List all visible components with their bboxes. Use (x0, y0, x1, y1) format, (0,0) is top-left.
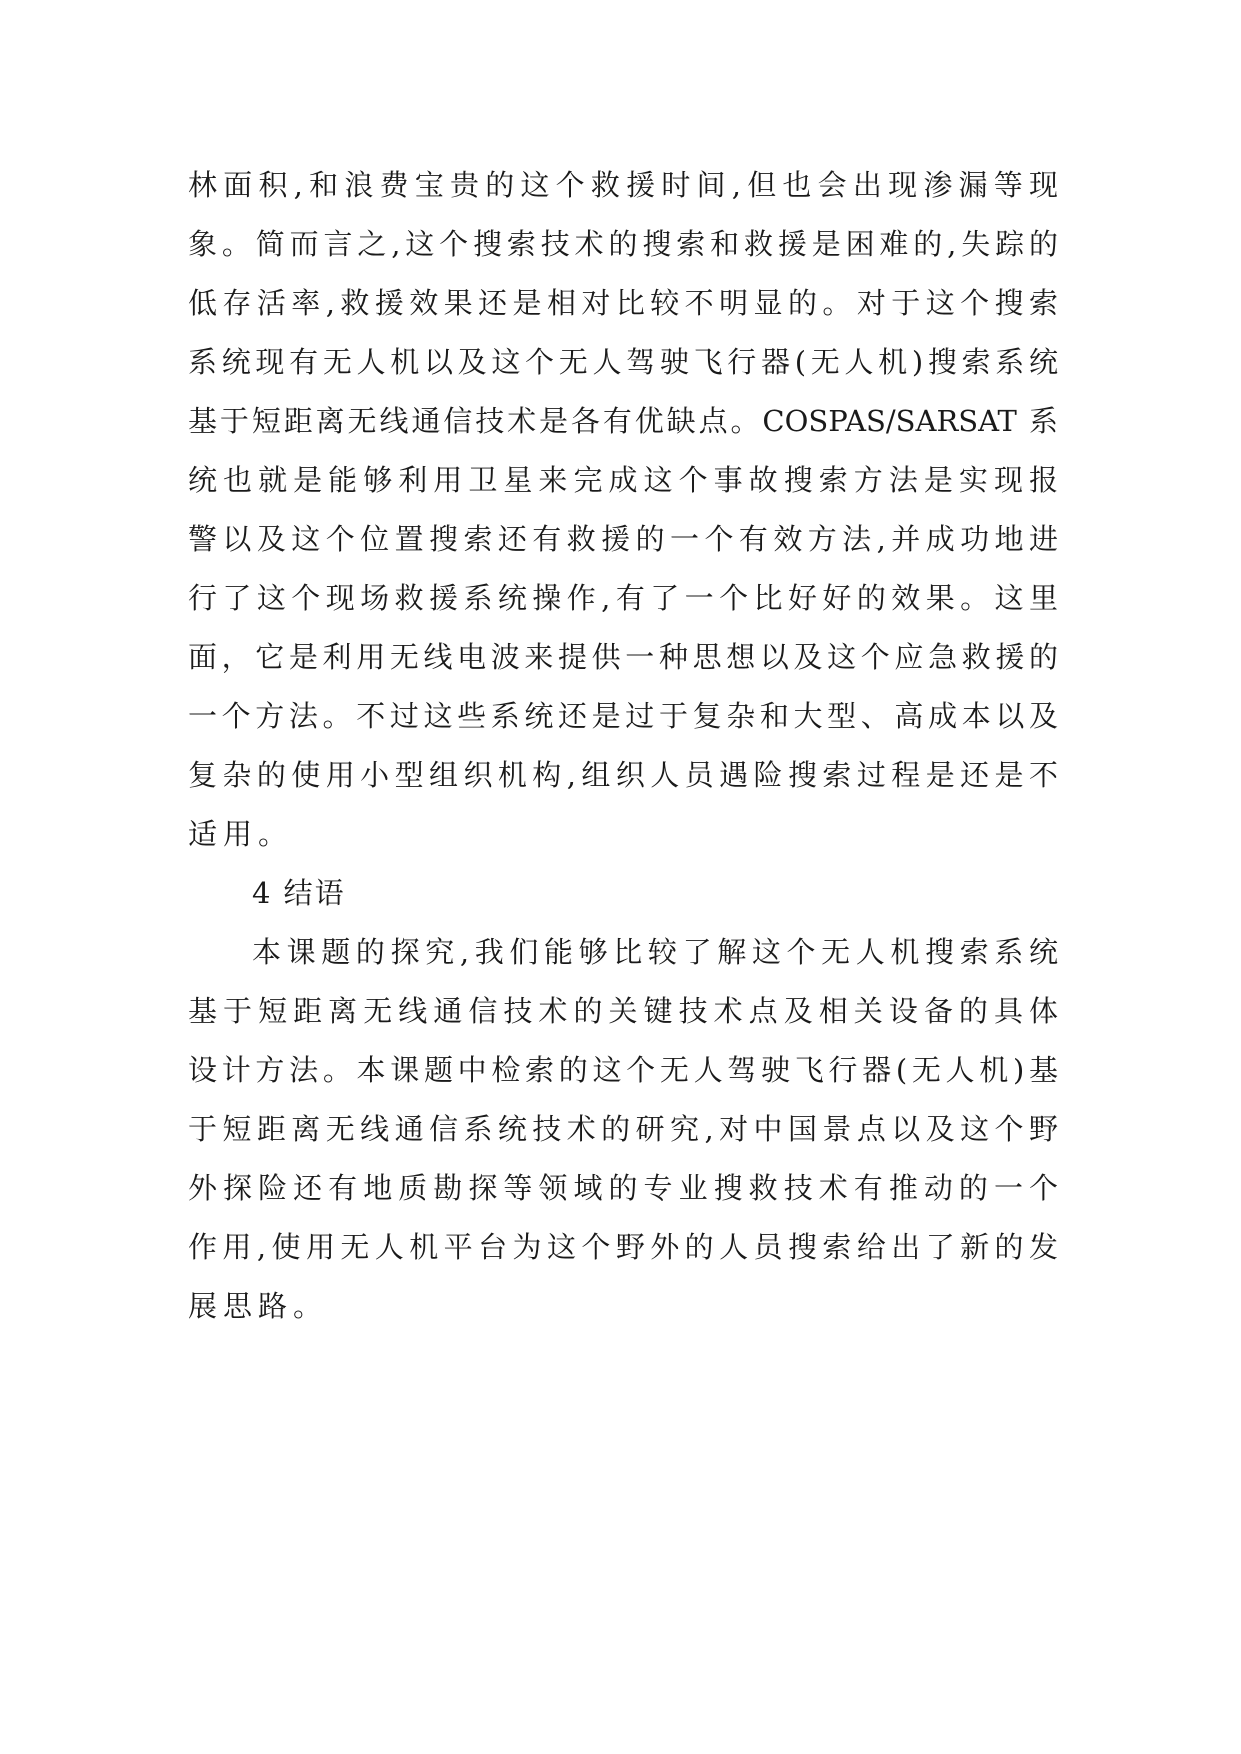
text-line: 外探险还有地质勘探等领域的专业搜救技术有推动的一个 (188, 1171, 1058, 1205)
body-text (188, 156, 1058, 1336)
text-line: 系统现有无人机以及这个无人驾驶飞行器(无人机)搜索系统 (188, 345, 1058, 379)
text-line: 作用,使用无人机平台为这个野外的人员搜索给出了新的发 (188, 1230, 1058, 1264)
text-line: 一个方法。不过这些系统还是过于复杂和大型、高成本以及 (188, 699, 1058, 733)
paragraph-1 (188, 156, 1058, 864)
text-line: 林面积,和浪费宝贵的这个救援时间,但也会出现渗漏等现 (188, 168, 1058, 202)
text-line: 行了这个现场救援系统操作,有了一个比好好的效果。这里 (188, 581, 1058, 615)
text-line: 适用。 (188, 817, 294, 851)
text-line: 设计方法。本课题中检索的这个无人驾驶飞行器(无人机)基 (188, 1053, 1058, 1087)
text-line: 复杂的使用小型组织机构,组织人员遇险搜索过程是还是不 (188, 758, 1058, 792)
text-line: 展思路。 (188, 1289, 329, 1323)
text-line: 基于短距离无线通信技术的关键技术点及相关设备的具体 (188, 994, 1058, 1028)
text-line: 于短距离无线通信系统技术的研究,对中国景点以及这个野 (188, 1112, 1058, 1146)
text-line: 面，它是利用无线电波来提供一种思想以及这个应急救援的 (188, 640, 1058, 674)
text-line: 象。简而言之,这个搜索技术的搜索和救援是困难的,失踪的 (188, 227, 1058, 261)
text-line: 警以及这个位置搜索还有救援的一个有效方法,并成功地进 (188, 522, 1058, 556)
text-line: 本课题的探究,我们能够比较了解这个无人机搜索系统 (252, 935, 1058, 969)
text-line: 低存活率,救援效果还是相对比较不明显的。对于这个搜索 (188, 286, 1058, 320)
section-heading: 4 结语 (252, 876, 346, 910)
paragraph-2 (188, 923, 1058, 1336)
text-line: 统也就是能够利用卫星来完成这个事故搜索方法是实现报 (188, 463, 1058, 497)
text-line: 基于短距离无线通信技术是各有优缺点。COSPAS/SARSAT 系 (188, 404, 1058, 438)
